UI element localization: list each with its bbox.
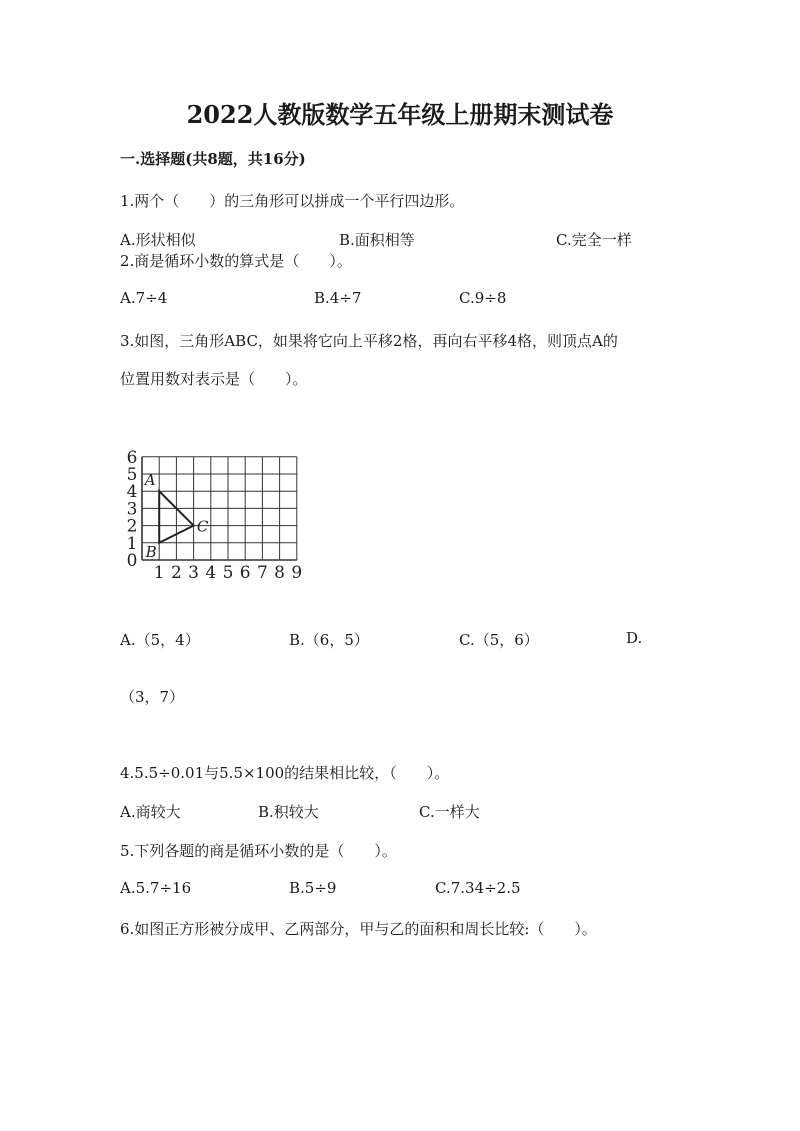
q3-option-b: B.（6，5） [289, 631, 369, 649]
y-tick-label: 2 [126, 516, 138, 537]
question-6-text: 6.如图正方形被分成甲、乙两部分，甲与乙的面积和周长比较:（ ）。 [120, 920, 597, 938]
point-label-b: B [145, 542, 157, 561]
q5-option-b: B.5÷9 [289, 879, 337, 897]
point-labels [143, 471, 209, 561]
q3-option-a: A.（5，4） [120, 631, 200, 649]
y-tick-label: 0 [126, 551, 138, 571]
x-tick-label: 3 [188, 563, 200, 583]
q2-option-c: C.9÷8 [459, 289, 507, 307]
axis-labels [127, 448, 303, 583]
question-3-text-line1: 3.如图，三角形ABC，如果将它向上平移2格，再向右平移4格，则顶点A的 [120, 332, 618, 350]
question-2-text: 2.商是循环小数的算式是（ ）。 [120, 252, 352, 270]
q2-option-b: B.4÷7 [314, 289, 362, 307]
x-tick-label: 5 [222, 563, 234, 583]
section-heading: 一.选择题(共8题，共16分) [120, 150, 306, 168]
x-tick-label: 1 [153, 563, 165, 583]
q3-option-c: C.（5，6） [459, 631, 539, 649]
q5-option-c: C.7.34÷2.5 [435, 879, 521, 897]
y-tick-label: 6 [126, 447, 138, 468]
point-label-c: C [196, 517, 209, 536]
question-3-text-line2: 位置用数对表示是（ ）。 [120, 370, 308, 388]
question-4-text: 4.5.5÷0.01与5.5×100的结果相比较，（ ）。 [120, 764, 450, 782]
coordinate-grid-figure [118, 418, 318, 588]
y-tick-label: 3 [126, 499, 138, 520]
y-tick-label: 4 [126, 482, 138, 503]
x-tick-label: 7 [256, 563, 268, 583]
point-label-a: A [144, 471, 156, 490]
x-tick-label: 9 [291, 563, 303, 583]
x-tick-label: 2 [170, 563, 182, 583]
q3-option-d: D. [626, 629, 643, 647]
x-tick-label: 4 [205, 563, 217, 583]
q4-option-a: A.商较大 [120, 803, 181, 821]
y-tick-label: 1 [126, 533, 138, 554]
q5-option-a: A.5.7÷16 [120, 879, 192, 897]
q1-option-b: B.面积相等 [339, 231, 415, 249]
page-title: 2022人教版数学五年级上册期末测试卷 [186, 100, 614, 129]
q4-option-b: B.积较大 [258, 803, 319, 821]
question-1-text: 1.两个（ ）的三角形可以拼成一个平行四边形。 [120, 192, 465, 210]
q1-option-c: C.完全一样 [556, 231, 632, 249]
question-5-text: 5.下列各题的商是循环小数的是（ ）。 [120, 842, 397, 860]
y-tick-label: 5 [126, 465, 138, 485]
q3-option-d-value: （3，7） [120, 688, 185, 706]
q4-option-c: C.一样大 [419, 803, 480, 821]
x-tick-label: 8 [274, 563, 286, 583]
q1-option-a: A.形状相似 [120, 231, 196, 249]
grid-lines [142, 457, 297, 560]
x-tick-label: 6 [239, 563, 251, 583]
q2-option-a: A.7÷4 [120, 289, 168, 307]
